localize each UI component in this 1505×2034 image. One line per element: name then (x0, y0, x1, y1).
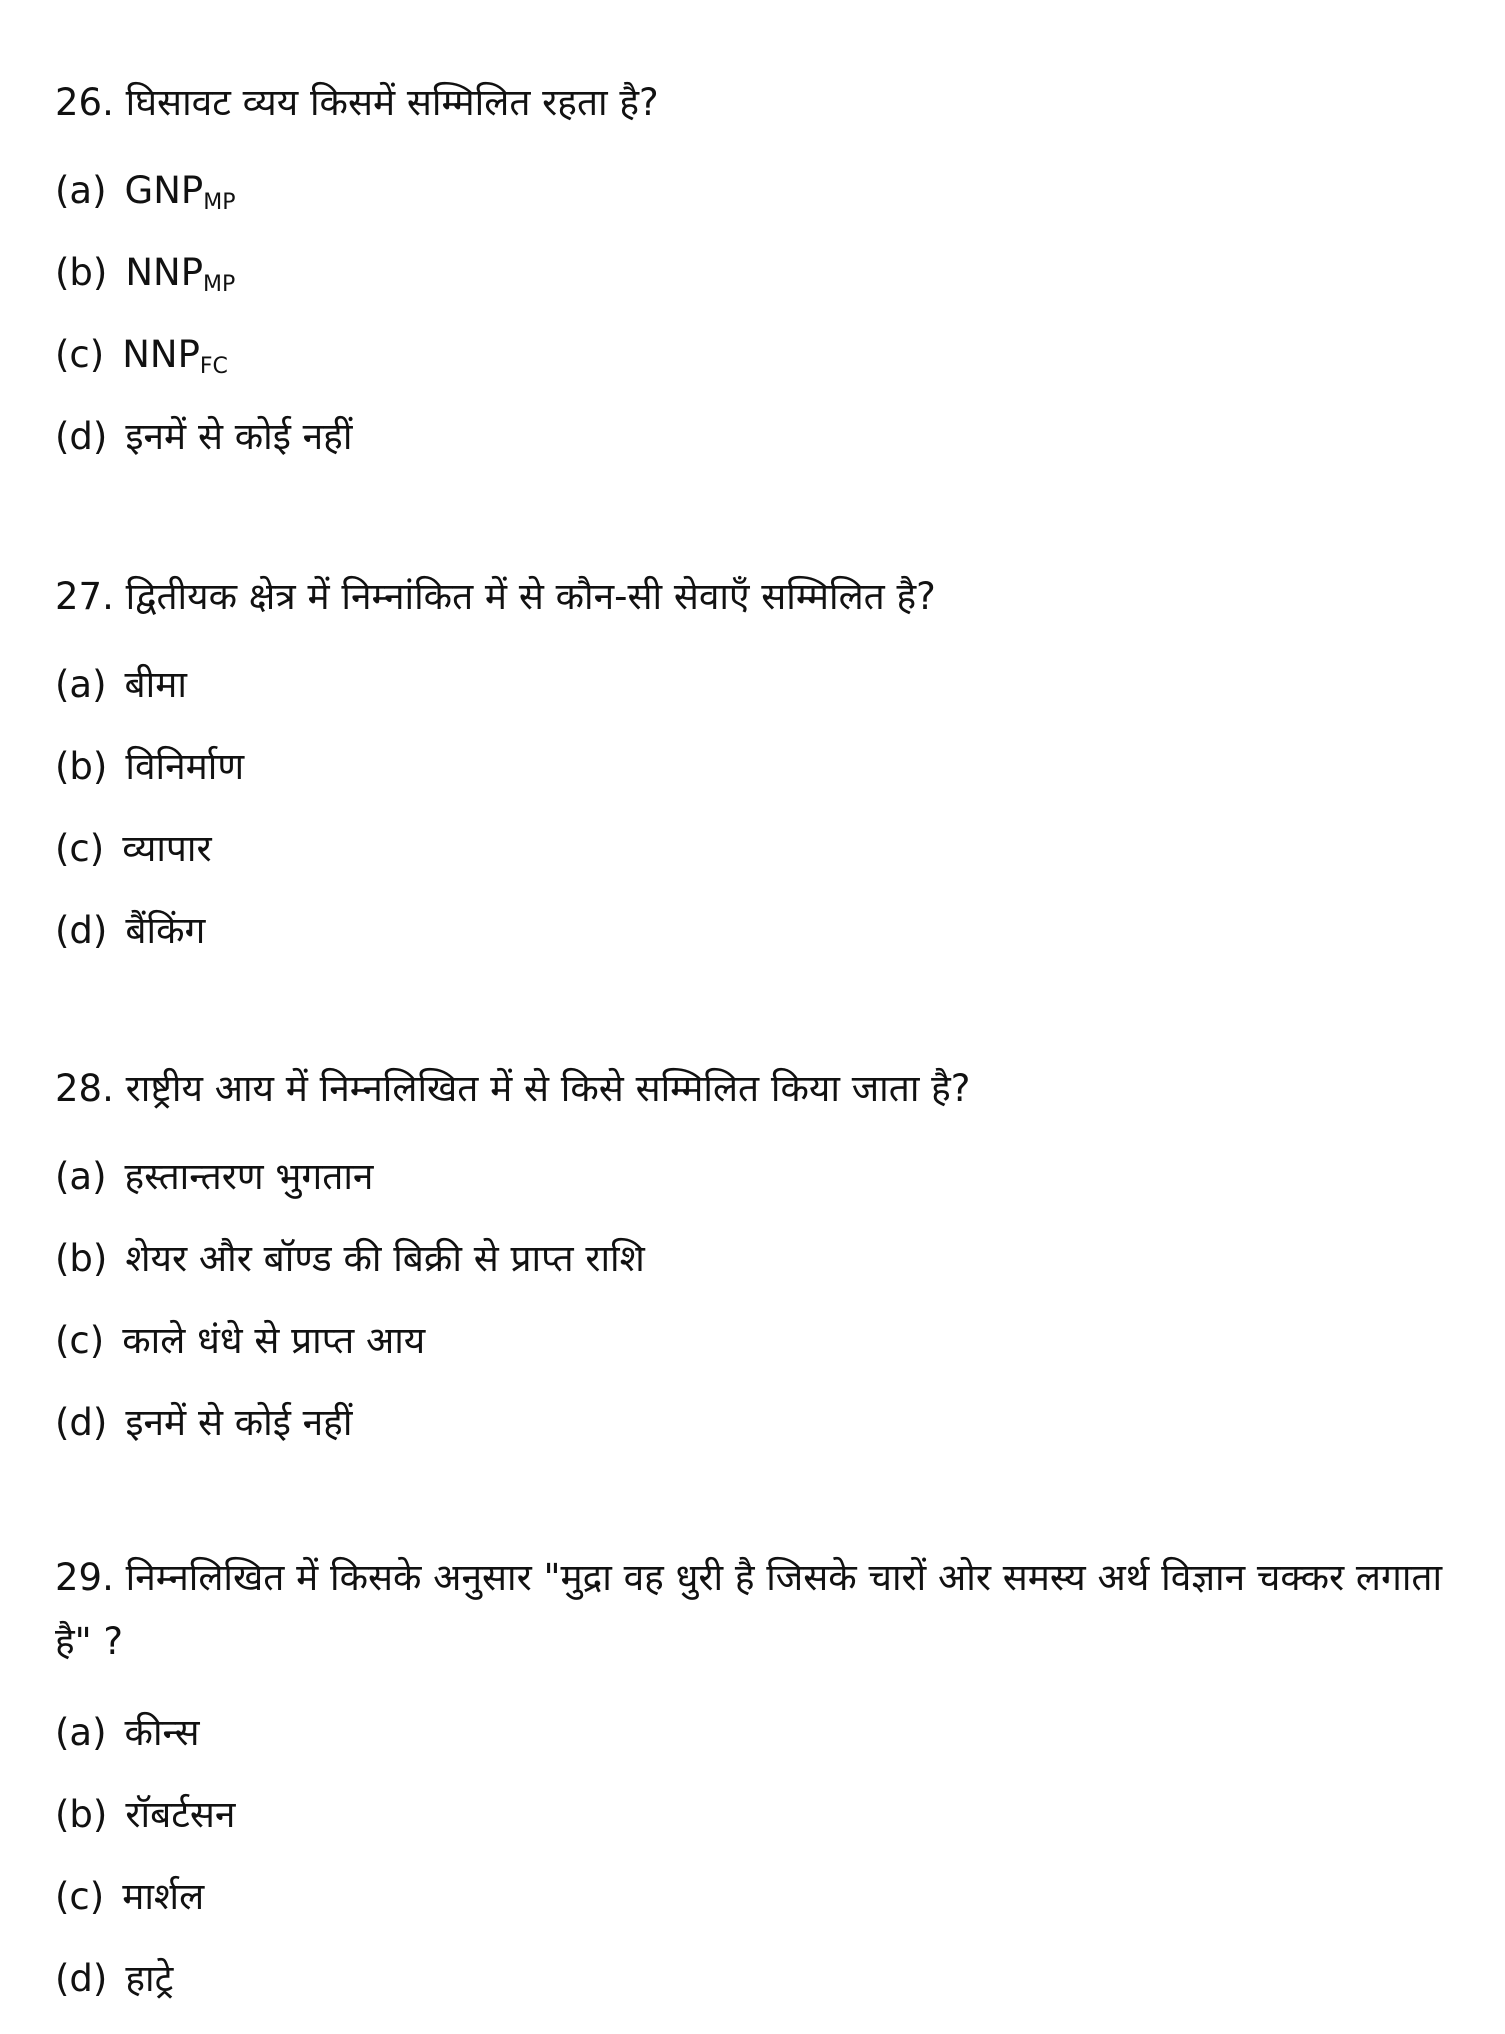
options-list (55, 644, 1455, 972)
option-text: हाट्रे (125, 1957, 174, 2000)
question-number: 26. (55, 81, 114, 124)
question-29 (55, 1546, 1455, 2020)
question-26 (55, 68, 1455, 478)
option-a (55, 1692, 1455, 1774)
option-subscript: MP (203, 272, 236, 297)
option-letter: (a) (55, 663, 107, 706)
option-letter: (b) (55, 1237, 108, 1280)
option-letter: (d) (55, 415, 108, 458)
option-b (55, 1774, 1455, 1856)
option-text: NNP (125, 251, 204, 294)
option-a (55, 150, 1455, 232)
question-body: निम्नलिखित में किसके अनुसार "मुद्रा वह धुरी है जिसके चारों ओर समस्य अर्थ विज्ञान चक्कर लगाता है" ? (55, 1556, 1443, 1663)
option-letter: (b) (55, 1793, 108, 1836)
option-letter: (d) (55, 909, 108, 952)
option-b (55, 726, 1455, 808)
option-d (55, 396, 1455, 478)
option-letter: (a) (55, 1711, 107, 1754)
option-b (55, 1218, 1455, 1300)
question-text (55, 1546, 1455, 1692)
option-text: हस्तान्तरण भुगतान (124, 1155, 374, 1198)
question-body: राष्ट्रीय आय में निम्नलिखित में से किसे सम्मिलित किया जाता है? (125, 1067, 971, 1110)
question-number: 28. (55, 1067, 114, 1110)
question-27 (55, 562, 1455, 972)
question-body: घिसावट व्यय किसमें सम्मिलित रहता है? (125, 81, 659, 124)
option-text: कीन्स (124, 1711, 200, 1754)
options-list (55, 150, 1455, 478)
option-text: रॉबर्टसन (125, 1793, 236, 1836)
question-number: 29. (55, 1556, 114, 1599)
options-list (55, 1692, 1455, 2020)
option-text: NNP (122, 333, 200, 376)
question-text (55, 1054, 1455, 1136)
option-c (55, 808, 1455, 890)
option-text: विनिर्माण (125, 745, 245, 788)
options-list (55, 1136, 1455, 1464)
option-letter: (c) (55, 827, 105, 870)
question-number: 27. (55, 575, 114, 618)
question-text (55, 562, 1455, 644)
option-letter: (d) (55, 1401, 108, 1444)
option-a (55, 644, 1455, 726)
option-text: इनमें से कोई नहीं (125, 1401, 353, 1444)
option-text: बीमा (124, 663, 187, 706)
option-c (55, 314, 1455, 396)
option-text: काले धंधे से प्राप्त आय (122, 1319, 426, 1362)
option-letter: (c) (55, 1319, 105, 1362)
option-b (55, 232, 1455, 314)
question-body: द्वितीयक क्षेत्र में निम्नांकित में से कौन-सी सेवाएँ सम्मिलित है? (125, 575, 936, 618)
option-text: व्यापार (122, 827, 212, 870)
question-28 (55, 1054, 1455, 1464)
option-letter: (c) (55, 333, 105, 376)
option-text: शेयर और बॉण्ड की बिक्री से प्राप्त राशि (125, 1237, 645, 1280)
option-text: GNP (124, 169, 204, 212)
option-subscript: MP (203, 190, 236, 215)
option-c (55, 1856, 1455, 1938)
option-letter: (b) (55, 251, 108, 294)
option-letter: (a) (55, 1155, 107, 1198)
option-a (55, 1136, 1455, 1218)
option-letter: (a) (55, 169, 107, 212)
option-d (55, 890, 1455, 972)
option-letter: (b) (55, 745, 108, 788)
option-text: मार्शल (122, 1875, 205, 1918)
option-d (55, 1938, 1455, 2020)
option-text: बैंकिंग (125, 909, 206, 952)
option-letter: (d) (55, 1957, 108, 2000)
option-subscript: FC (199, 354, 228, 379)
option-text: इनमें से कोई नहीं (125, 415, 353, 458)
question-text (55, 68, 1455, 150)
option-letter: (c) (55, 1875, 105, 1918)
option-d (55, 1382, 1455, 1464)
option-c (55, 1300, 1455, 1382)
